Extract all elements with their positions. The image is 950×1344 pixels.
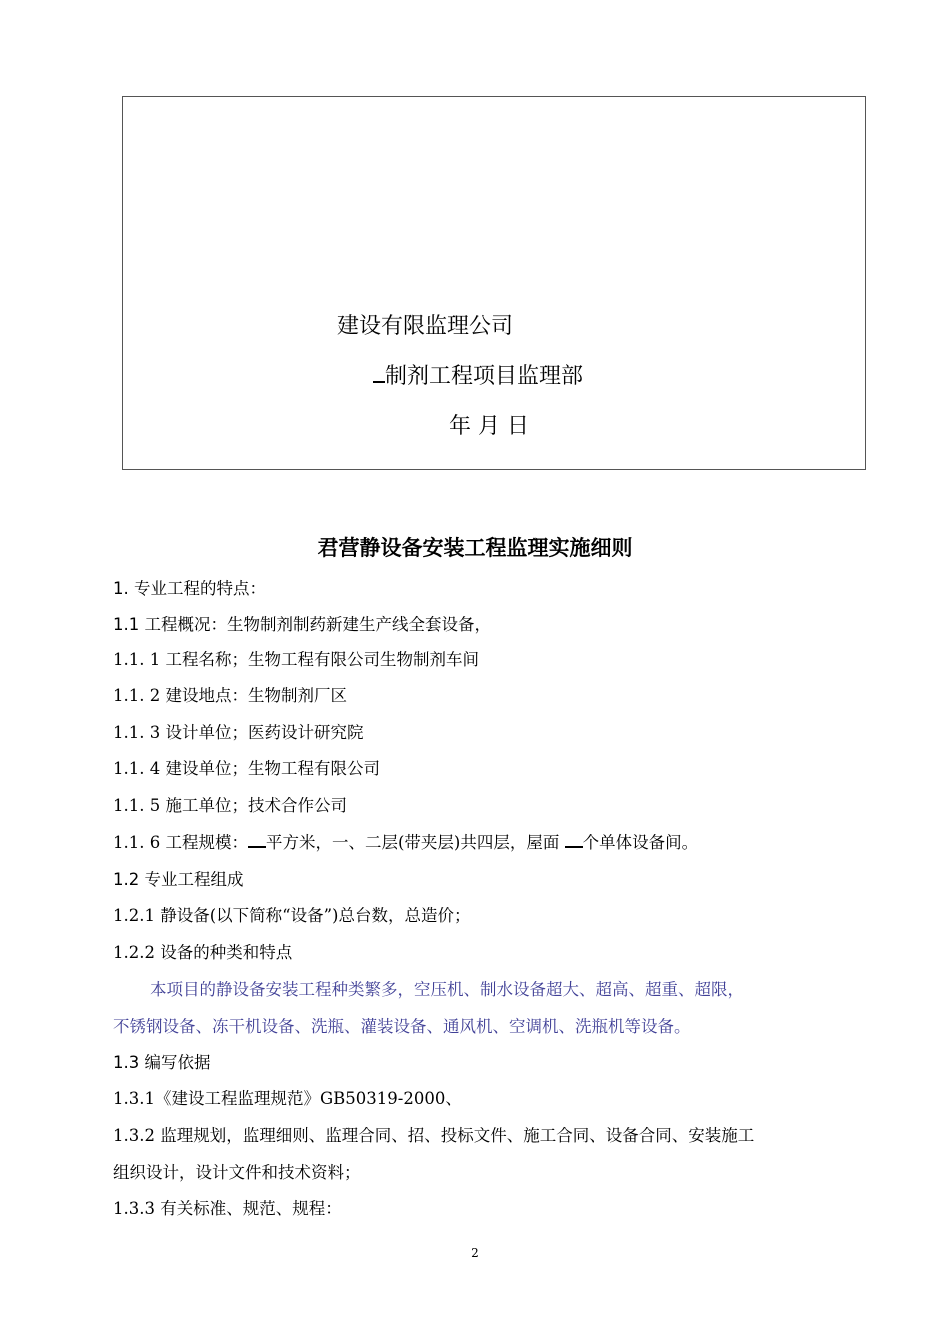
line-1-3-2: 1.3.2 监理规划，监理细则、监理合同、招、投标文件、施工合同、设备合同、安装施工 [113, 1126, 755, 1145]
cover-box [122, 96, 866, 470]
document-title: 君营静设备安装工程监理实施细则 [317, 536, 633, 560]
line-1-1-6-middle: 平方米，一、二层(带夹层)共四层，屋面 [265, 833, 565, 852]
cover-date: 年 月 日 [449, 414, 529, 439]
line-1-1-5: 1.1. 5 施工单位；技术合作公司 [113, 796, 347, 815]
line-1-3-1: 1.3.1《建设工程监理规范》GB50319-2000、 [113, 1089, 462, 1108]
line-1-1-3: 1.1. 3 设计单位；医药设计研究院 [113, 723, 364, 742]
section-1-2-heading: 1.2 专业工程组成 [113, 870, 244, 889]
line-1-1-6 [113, 829, 698, 853]
blank-line [248, 832, 266, 848]
line-1-1-1: 1.1. 1 工程名称；生物工程有限公司生物制剂车间 [113, 650, 479, 669]
line-1-3-2-cont: 组织设计，设计文件和技术资料； [113, 1163, 361, 1182]
line-1-1-6-end: 个单体设备间。 [582, 833, 699, 852]
paragraph-line-2: 不锈钢设备、冻干机设备、洗瓶、灌装设备、通风机、空调机、洗瓶机等设备。 [113, 1017, 691, 1036]
line-1-3-3: 1.3.3 有关标准、规范、规程： [113, 1199, 342, 1218]
page-number: 2 [471, 1246, 479, 1260]
paragraph-line-1: 本项目的静设备安装工程种类繁多，空压机、制水设备超大、超高、超重、超限， [150, 980, 744, 999]
line-1-2-2: 1.2.2 设备的种类和特点 [113, 943, 293, 962]
section-1-1-heading: 1.1 工程概况：生物制剂制药新建生产线全套设备， [113, 615, 491, 634]
blank-line [565, 832, 583, 848]
line-1-1-2: 1.1. 2 建设地点：生物制剂厂区 [113, 686, 347, 705]
section-1-heading: 1. 专业工程的特点： [113, 579, 266, 598]
line-1-1-4: 1.1. 4 建设单位；生物工程有限公司 [113, 759, 380, 778]
line-1-2-1: 1.2.1 静设备(以下简称“设备”)总台数，总造价； [113, 906, 471, 925]
cover-company: 建设有限监理公司 [337, 314, 514, 339]
section-1-3-heading: 1.3 编写依据 [113, 1053, 211, 1072]
cover-department [373, 359, 583, 390]
cover-department-text: 制剂工程项目监理部 [385, 364, 584, 389]
blank-line [373, 363, 385, 383]
line-1-1-6-label: 1.1. 6 工程规模： [113, 833, 248, 852]
